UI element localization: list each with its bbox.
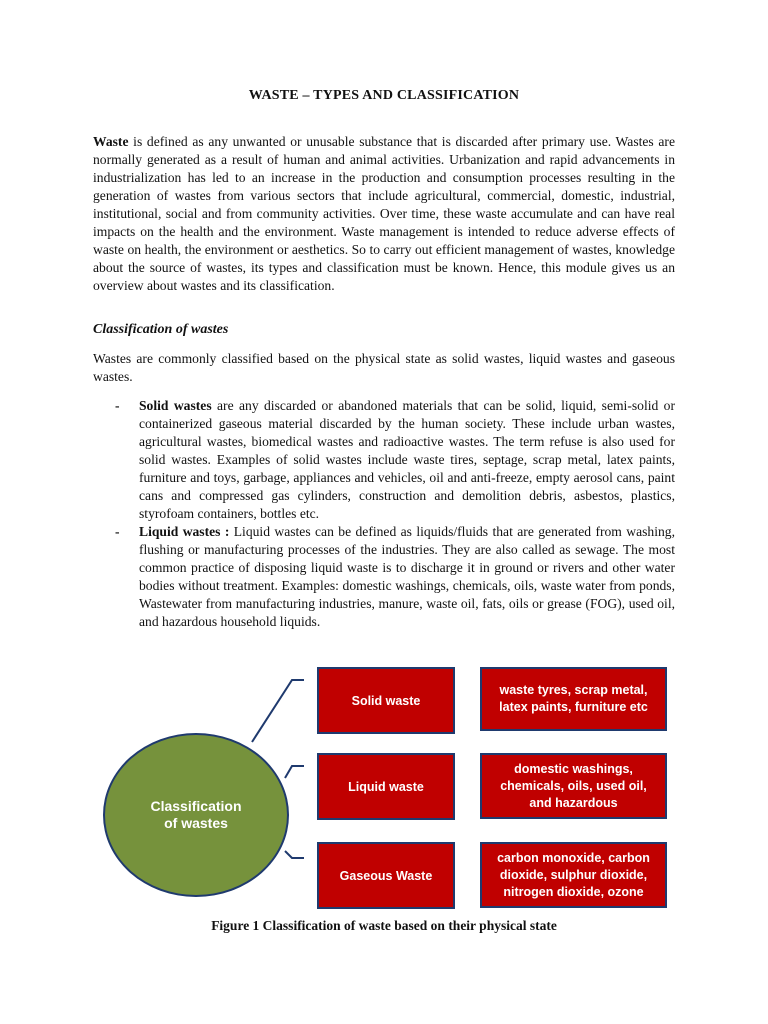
circle-label-line1: Classification bbox=[150, 798, 242, 814]
bullet-text bbox=[139, 397, 675, 523]
page-title: WASTE – TYPES AND CLASSIFICATION bbox=[248, 88, 520, 103]
bullet-term: Liquid wastes : bbox=[139, 524, 230, 539]
connector-gaseous bbox=[285, 851, 304, 858]
intro-term: Waste bbox=[93, 134, 129, 149]
figure-caption: Figure 1 Classification of waste based on their physical state bbox=[211, 918, 557, 933]
bullet-dash: - bbox=[115, 524, 120, 539]
liquid-waste-box: Liquid waste bbox=[317, 753, 455, 820]
gaseous-waste-box: Gaseous Waste bbox=[317, 842, 455, 909]
classification-intro: Wastes are commonly classified based on the physical state as solid wastes, liquid wastes and gaseous wastes. bbox=[93, 351, 675, 384]
classification-circle bbox=[103, 733, 289, 897]
intro-text: is defined as any unwanted or unusable substance that is discarded after primary use. Wastes are normally generated as a result of human and animal activities. Urbanization and rapid advancements in industrialization has led to an increase in the production and consumption processes resulting in the generation of wastes from various sectors that include agricultural, commercial, domestic, industrial, institutional, social and from community activities. Over time, these waste accumulate and can have real impacts on the health and the environment. Waste management is intended to reduce adverse effects of waste on health, the environment or aesthetics. So to carry out efficient management of wastes, knowledge about the source of wastes, its types and classification must be known. Hence, this module gives us an overview about wastes and its classification. bbox=[93, 134, 675, 293]
bullet-body: Liquid wastes can be defined as liquids/fluids that are generated from washing, flushing or manufacturing processes of the industries. They are also called as sewage. The most common practice of disposing liquid waste is to discharge it in ground or rivers and other water bodies without treatment. Examples: domestic washings, chemicals, oils, waste water from ponds, Wastewater from manufacturing industries, manure, waste oil, fats, oils or grease (FOG), used oil, and hazardous household liquids. bbox=[139, 524, 675, 629]
connector-liquid bbox=[285, 766, 304, 778]
intro-paragraph bbox=[93, 133, 675, 295]
bullet-text bbox=[139, 523, 675, 631]
connector-solid bbox=[252, 680, 304, 742]
bullet-body: are any discarded or abandoned materials that can be solid, liquid, semi-solid or containerized gaseous material discarded by the human society. These include urban wastes, agricultural wastes, biomedical wastes and radioactive wastes. The term refuse is also used for solid wastes. Examples of solid wastes include waste tires, septage, scrap metal, latex paints, furniture and toys, garbage, appliances and vehicles, oil and anti-freeze, empty aerosol cans, paint cans and compressed gas cylinders, construction and demolition debris, asbestos, plastics, styrofoam containers, bottles etc. bbox=[139, 398, 676, 521]
solid-examples-box: waste tyres, scrap metal, latex paints, furniture etc bbox=[480, 667, 667, 731]
section-heading: Classification of wastes bbox=[93, 322, 229, 337]
gaseous-examples-box: carbon monoxide, carbon dioxide, sulphur dioxide, nitrogen dioxide, ozone bbox=[480, 842, 667, 908]
liquid-examples-box: domestic washings, chemicals, oils, used oil, and hazardous bbox=[480, 753, 667, 819]
bullet-dash: - bbox=[115, 398, 120, 413]
bullet-term: Solid wastes bbox=[139, 398, 212, 413]
circle-label-line2: of wastes bbox=[164, 815, 228, 831]
solid-waste-box: Solid waste bbox=[317, 667, 455, 734]
